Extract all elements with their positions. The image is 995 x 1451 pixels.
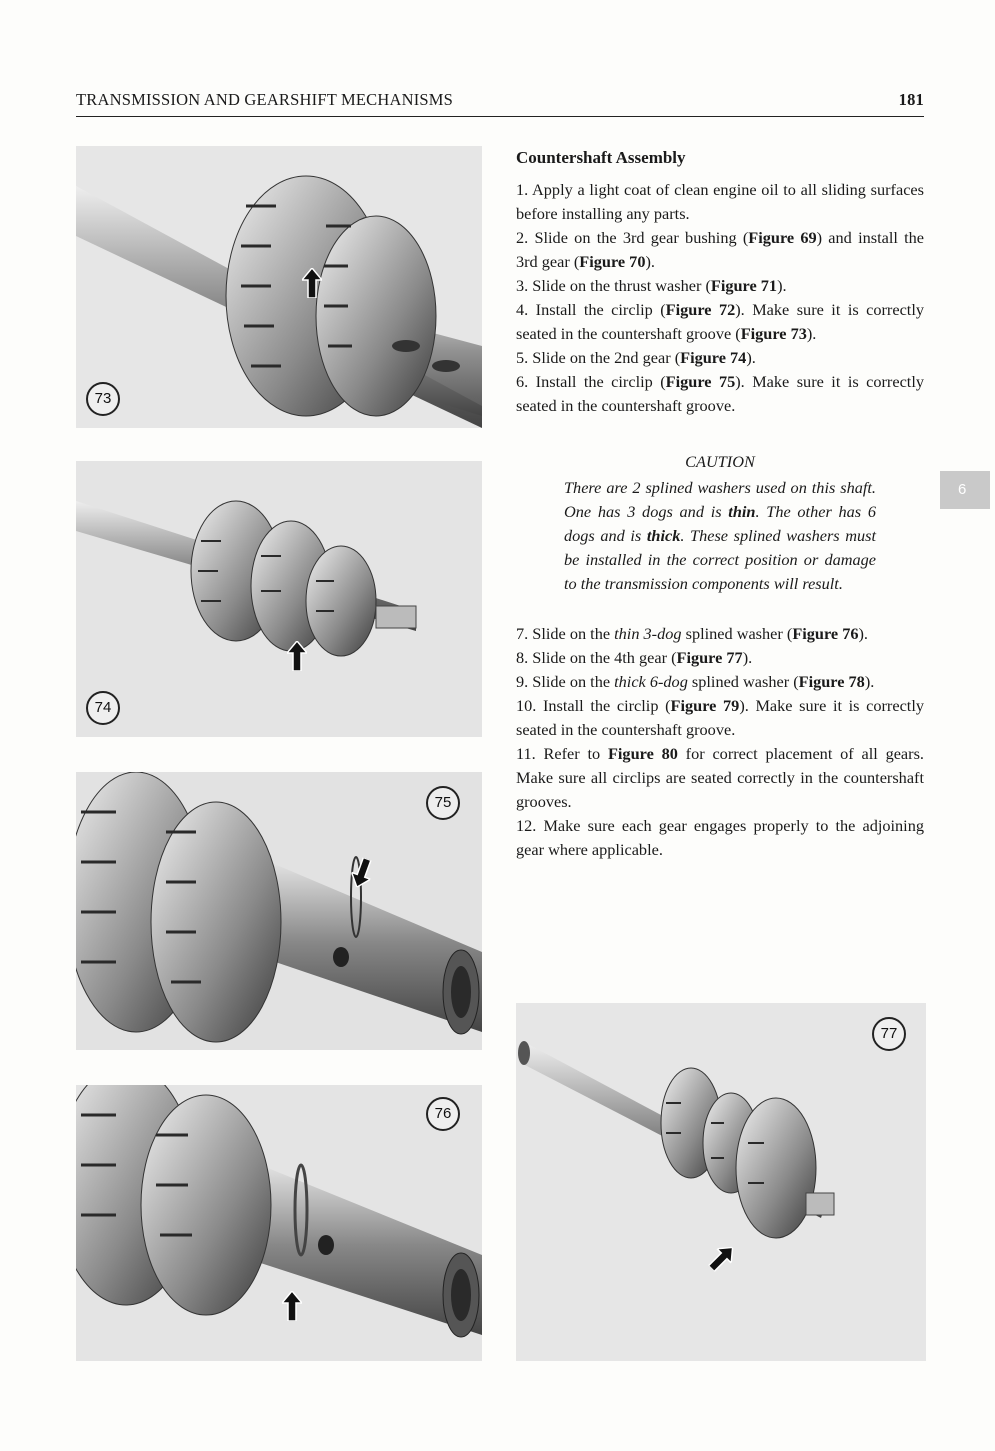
step-8: 8. Slide on the 4th gear (Figure 77). bbox=[516, 648, 753, 667]
running-title: TRANSMISSION AND GEARSHIFT MECHANISMS bbox=[76, 90, 454, 109]
page-number: 181 bbox=[898, 90, 924, 109]
step-7: 7. Slide on the thin 3-dog splined washer (Figure 76). bbox=[516, 624, 868, 643]
step-9: 9. Slide on the thick 6-dog splined washer (Figure 78). bbox=[516, 672, 875, 691]
instructions-column bbox=[516, 146, 924, 862]
step-4: 4. Install the circlip (Figure 72). Make sure it is correctly seated in the countershaft groove (Figure 73). bbox=[516, 300, 924, 343]
caution-title: CAUTION bbox=[685, 452, 755, 471]
step-12: 12. Make sure each gear engages properly to the adjoining gear where applicable. bbox=[516, 816, 924, 859]
step-3: 3. Slide on the thrust washer (Figure 71). bbox=[516, 276, 787, 295]
figure-number-badge: 73 bbox=[86, 382, 120, 416]
figure-74-photo bbox=[76, 461, 482, 737]
figure-75-photo bbox=[76, 772, 482, 1050]
gear-shaft-illustration bbox=[76, 772, 482, 1050]
caution-box bbox=[564, 450, 876, 596]
figure-77-photo bbox=[516, 1003, 926, 1361]
figure-number-badge: 77 bbox=[872, 1017, 906, 1051]
up-arrow-icon bbox=[302, 268, 322, 298]
up-arrow-icon bbox=[282, 1291, 302, 1321]
step-2: 2. Slide on the 3rd gear bushing (Figure 69) and install the 3rd gear (Figure 70). bbox=[516, 228, 924, 271]
up-arrow-icon bbox=[287, 641, 307, 671]
section-tab: 6 bbox=[940, 471, 990, 509]
figure-number-badge: 75 bbox=[426, 786, 460, 820]
gear-shaft-illustration bbox=[76, 1085, 482, 1361]
figure-number-badge: 74 bbox=[86, 691, 120, 725]
page-header bbox=[76, 88, 924, 117]
step-6: 6. Install the circlip (Figure 75). Make sure it is correctly seated in the countershaft groove. bbox=[516, 372, 924, 415]
step-5: 5. Slide on the 2nd gear (Figure 74). bbox=[516, 348, 756, 367]
caution-text: There are 2 splined washers used on this shaft. One has 3 dogs and is thin. The other has 6 dogs and is thick. These splined washers must be installed in the correct position or damage to the transmission components will result. bbox=[564, 478, 876, 593]
step-10: 10. Install the circlip (Figure 79). Make sure it is correctly seated in the countershaft groove. bbox=[516, 696, 924, 739]
figure-76-photo bbox=[76, 1085, 482, 1361]
step-1: 1. Apply a light coat of clean engine oil to all sliding surfaces before installing any parts. bbox=[516, 180, 924, 223]
gear-shaft-illustration bbox=[76, 461, 482, 737]
section-heading: Countershaft Assembly bbox=[516, 148, 686, 167]
step-11: 11. Refer to Figure 80 for correct placement of all gears. Make sure all circlips are seated correctly in the countershaft grooves. bbox=[516, 744, 924, 811]
figure-73-photo bbox=[76, 146, 482, 428]
gear-shaft-illustration bbox=[76, 146, 482, 428]
gear-shaft-illustration bbox=[516, 1003, 926, 1361]
figure-number-badge: 76 bbox=[426, 1097, 460, 1131]
